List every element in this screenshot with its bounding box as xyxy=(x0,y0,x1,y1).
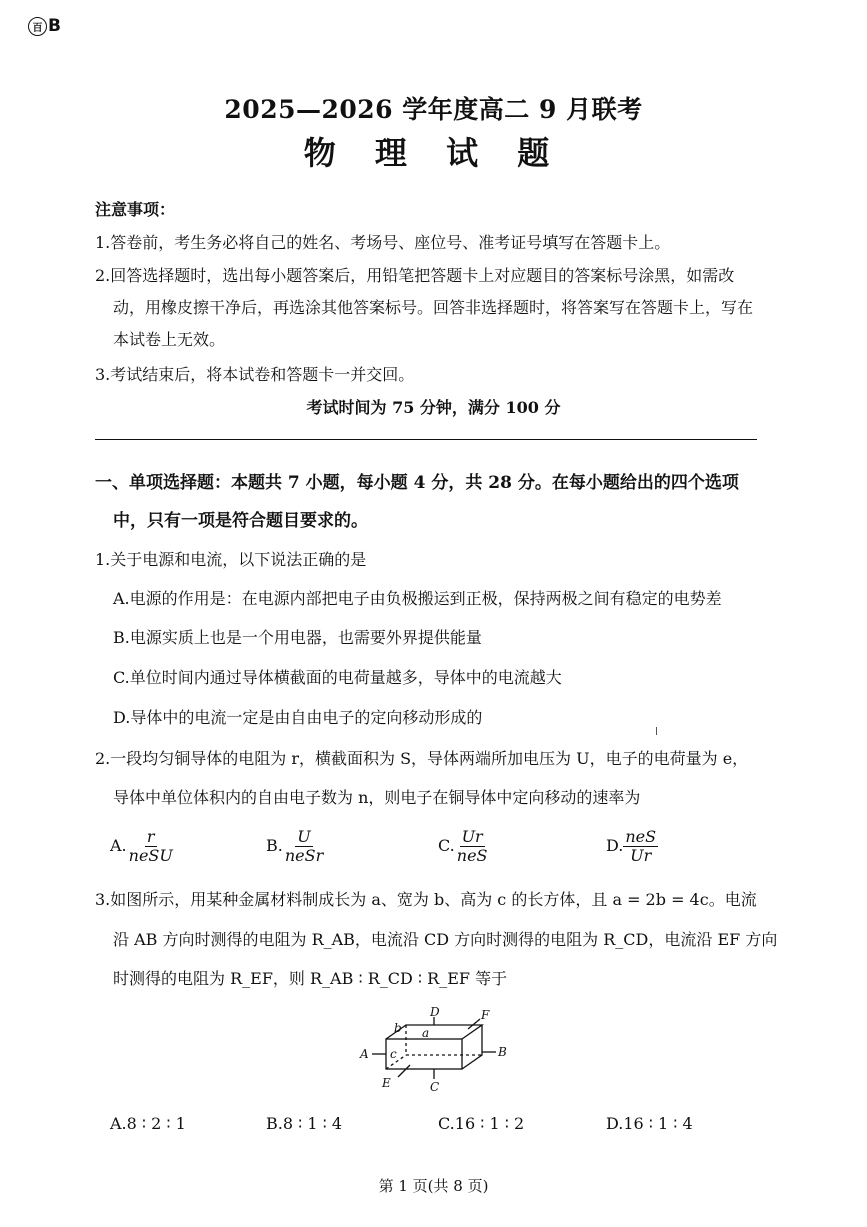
circled-char: 百 xyxy=(28,17,47,36)
q1-option-c: C.单位时间内通过导体横截面的电荷量越多，导体中的电流越大 xyxy=(113,668,562,687)
q2-d-numerator: neS xyxy=(625,827,657,846)
q3-stem-line2: 沿 AB 方向时测得的电阻为 R_AB，电流沿 CD 方向时测得的电阻为 R_CD，电流沿 EF 方向 xyxy=(113,930,778,949)
label-width-b: b xyxy=(394,1021,402,1035)
label-a-point: A xyxy=(360,1047,369,1061)
q2-b-numerator: U xyxy=(297,827,311,846)
q2-option-a-label: A. xyxy=(110,836,127,855)
q3-option-a: A.8 ∶ 2 ∶ 1 xyxy=(110,1114,186,1133)
q2-a-numerator: r xyxy=(146,827,155,846)
divider xyxy=(95,439,757,440)
q1-option-a: A.电源的作用是：在电源内部把电子由负极搬运到正极，保持两极之间有稳定的电势差 xyxy=(113,589,722,608)
q1-option-d: D.导体中的电流一定是由自由电子的定向移动形成的 xyxy=(113,708,483,727)
q1-stem: 1.关于电源和电流，以下说法正确的是 xyxy=(95,550,367,569)
label-d-point: D xyxy=(430,1005,440,1019)
q2-d-denominator: Ur xyxy=(630,846,652,865)
page-footer: 第 1 页(共 8 页) xyxy=(378,1177,489,1195)
q3-stem-line3: 时测得的电阻为 R_EF，则 R_AB ∶ R_CD ∶ R_EF 等于 xyxy=(113,969,508,988)
label-c-point: C xyxy=(430,1080,440,1094)
q2-option-d-label: D. xyxy=(606,836,624,855)
q2-stem-line2: 导体中单位体积内的自由电子数为 n，则电子在铜导体中定向移动的速率为 xyxy=(113,788,641,807)
q2-stem-line1: 2.一段均匀铜导体的电阻为 r，横截面积为 S，导体两端所加电压为 U，电子的电荷量为 e， xyxy=(95,749,749,768)
q2-option-b-label: B. xyxy=(266,836,283,855)
lead-e xyxy=(398,1065,410,1077)
label-length-a: a xyxy=(422,1026,430,1040)
notice-item-1: 1.答卷前，考生务必将自己的姓名、考场号、座位号、准考证号填写在答题卡上。 xyxy=(95,233,671,252)
q3-option-b: B.8 ∶ 1 ∶ 4 xyxy=(266,1114,343,1133)
notice-item-2-cont: 动，用橡皮擦干净后，再选涂其他答案标号。回答非选择题时，将答案写在答题卡上，写在 xyxy=(113,298,754,317)
q2-option-a xyxy=(110,828,175,865)
notice-heading: 注意事项： xyxy=(95,200,176,219)
paper-code-letter: B xyxy=(48,16,61,36)
cuboid-front-face xyxy=(386,1039,462,1069)
q2-a-denominator: neSU xyxy=(128,846,173,865)
label-b-point: B xyxy=(498,1045,507,1059)
section1-heading: 一、单项选择题：本题共 7 小题，每小题 4 分，共 28 分。在每小题给出的四个选项 xyxy=(95,473,739,493)
notice-item-2-end: 本试卷上无效。 xyxy=(113,330,226,349)
q3-option-c: C.16 ∶ 1 ∶ 2 xyxy=(438,1114,525,1133)
subject-title: 物 理 试 题 xyxy=(303,134,564,172)
cuboid-figure xyxy=(350,1005,520,1094)
notice-item-2: 2.回答选择题时，选出每小题答案后，用铅笔把答题卡上对应题目的答案标号涂黑，如需改 xyxy=(95,266,735,285)
q3-option-d: D.16 ∶ 1 ∶ 4 xyxy=(606,1114,693,1133)
q3-stem-line1: 3.如图所示，用某种金属材料制成长为 a、宽为 b、高为 c 的长方体，且 a = 2b = 4c。电流 xyxy=(95,890,757,909)
q2-option-d xyxy=(606,828,658,865)
label-height-c: c xyxy=(390,1047,397,1061)
scan-mark xyxy=(656,727,657,735)
q1-option-b: B.电源实质上也是一个用电器，也需要外界提供能量 xyxy=(113,628,482,647)
q2-c-numerator: Ur xyxy=(461,827,483,846)
notice-item-3: 3.考试结束后，将本试卷和答题卡一并交回。 xyxy=(95,365,415,384)
paper-code-mark xyxy=(28,16,61,36)
q2-c-denominator: neS xyxy=(456,846,488,865)
q2-option-b xyxy=(266,828,325,865)
exam-title: 2025—2026 学年度高二 9 月联考 xyxy=(224,95,643,124)
label-f-point: F xyxy=(481,1008,490,1022)
q2-option-c xyxy=(438,828,490,865)
label-e-point: E xyxy=(382,1076,391,1090)
time-note: 考试时间为 75 分钟，满分 100 分 xyxy=(306,398,561,417)
q2-b-denominator: neSr xyxy=(284,846,324,865)
section1-heading-cont: 中，只有一项是符合题目要求的。 xyxy=(113,511,368,531)
q2-option-c-label: C. xyxy=(438,836,455,855)
